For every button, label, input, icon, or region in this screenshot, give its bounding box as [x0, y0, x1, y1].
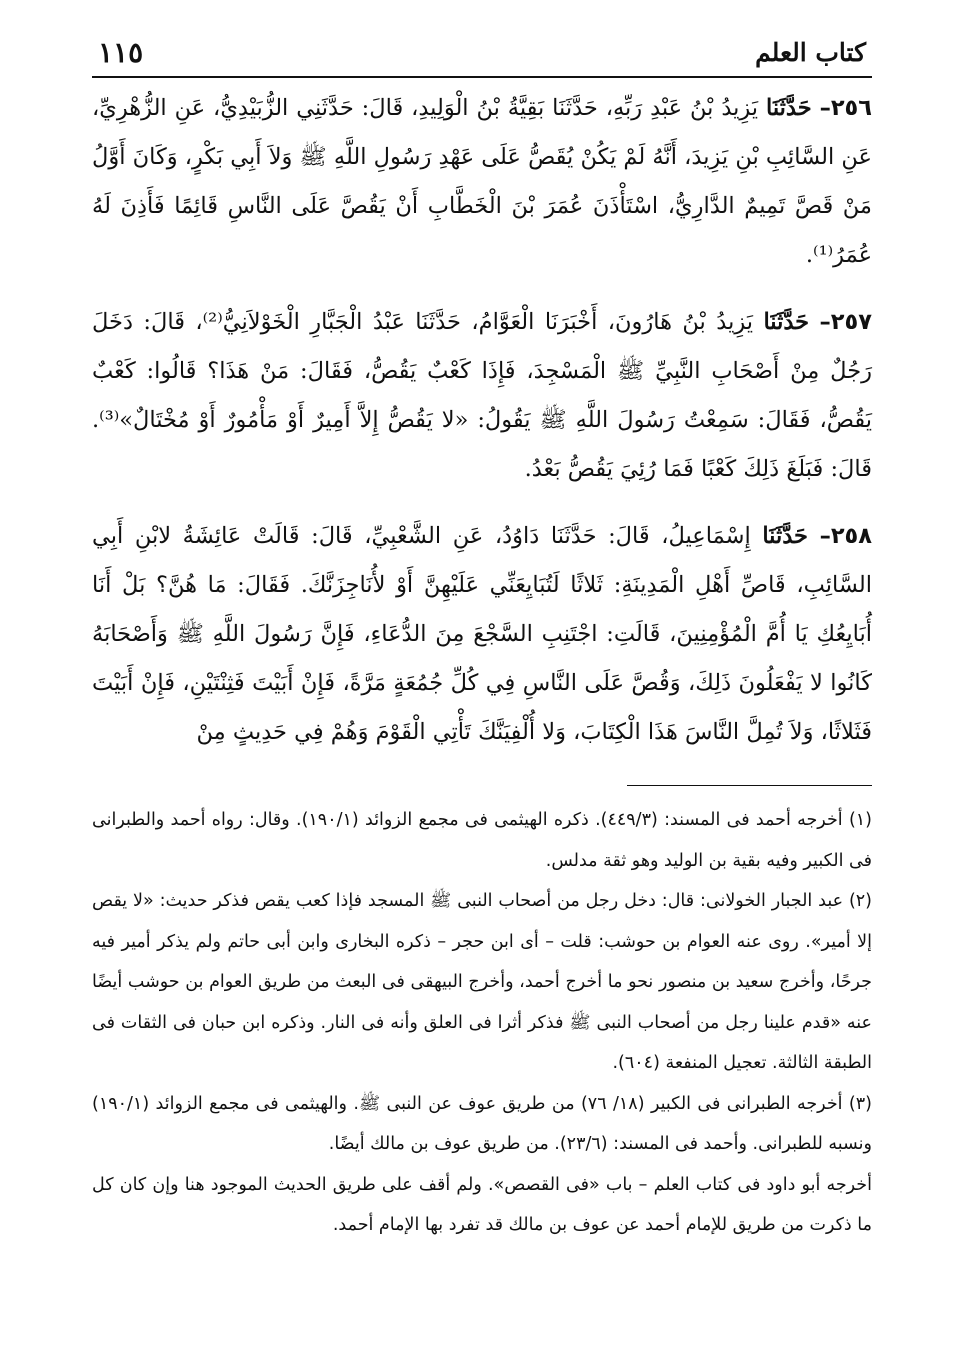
- footnote-separator: [627, 785, 872, 786]
- hadith-258: [92, 512, 872, 757]
- footnote-marker: (٣): [848, 1093, 872, 1114]
- page-number: ١١٥: [98, 36, 144, 69]
- footnote-text: أخرجه الطبرانى فى الكبير (١٨/ ٧٦) من طريق عوف عن النبى ﷺ. والهيثمى فى مجمع الزوائد (١٩٠/١) ونسبه للطبرانى. وأحمد فى المسند: (٢٣/٦). من طريق عوف بن مالك أيضًا.: [92, 1093, 872, 1154]
- footnotes: [92, 800, 872, 1246]
- hadith-text: يَزِيدُ بْنُ عَبْدِ رَبِّهِ، حَدَّثَنَا بَقِيَّةُ بْنُ الْوَلِيدِ، قَالَ: حَدَّثَنِي الزُّبَيْدِيُّ، عَنِ الزُّهْرِيِّ، عَنِ السَّائِبِ بْنِ يَزِيدَ، أَنَّهُ لَمْ يَكُنْ يُقَصُّ عَلَى عَهْدِ رَسُولِ اللَّهِ ﷺ وَلاَ أَبِي بَكْرٍ، وَكَانَ أَوَّلُ مَنْ قَصَّ تَمِيمٌ الدَّارِيُّ، اسْتَأْذَنَ عُمَرَ بْنَ الْخَطَّابِ أَنْ يَقُصَّ عَلَى النَّاسِ قَائِمًا فَأَذِنَ لَهُ عُمَرُ⁽¹⁾.: [92, 95, 872, 268]
- book-page: [92, 32, 872, 1332]
- footnote-text: أخرجه أحمد فى المسند: (٤٤٩/٣). ذكره الهيثمى فى مجمع الزوائد (١٩٠/١). وقال: رواه أحمد والطبرانى فى الكبير وفيه بقية بن الوليد وهو ثقة مدلس.: [92, 810, 872, 871]
- hadith-257: [92, 298, 872, 494]
- hadith-number: ٢٥٨–: [819, 523, 873, 549]
- hadith-opening: حَدَّثَنَا: [763, 309, 810, 335]
- footnote-continuation: أخرجه أبو داود فى كتاب العلم – باب «فى القصص». ولم أقف على طريق الحديث الموجود هنا وإن كان كل ما ذكرت من طريق للإمام أحمد عن عوف بن مالك قد تفرد بها الإمام أحمد.: [92, 1174, 872, 1235]
- footnote-marker: (١): [848, 810, 872, 830]
- main-text: [92, 84, 872, 757]
- running-header: [92, 32, 872, 78]
- hadith-number: ٢٥٧–: [819, 309, 872, 335]
- hadith-opening: حَدَّثَنَا: [766, 95, 812, 121]
- hadith-256: [92, 84, 872, 280]
- footnote-text: عبد الجبار الخولانى: قال: دخل رجل من أصحاب النبى ﷺ المسجد فإذا كعب يقص فذكر حديث: «لا يقص إلا أمير». روى عنه العوام بن حوشب: قلت – أى ابن حجر – ذكره البخارى وابن أبى حاتم ولم يذكر أمير فيه جرحًا، وأخرج سعيد بن منصور نحو ما أخرج أحمد، وأخرج البيهقى فى البعث من طريق العوام بن حوشب أيضًا عنه «قدم علينا رجل من أصحاب النبى ﷺ فذكر أثرا فى العلق وأنه فى النار. وذكره ابن حبان فى الثقات فى الطبقة الثالثة. تعجيل المنفعة (٦٠٤).: [92, 891, 872, 1073]
- hadith-text: إِسْمَاعِيلُ، قَالَ: حَدَّثَنَا دَاوُدُ، عَنِ الشَّعْبِيِّ، قَالَ: قَالَتْ عَائِشَةُ لابْنِ أَبِي السَّائِبِ، قَاصِّ أَهْلِ الْمَدِينَةِ: ثَلاثًا لَتُبَايِعَنِّي عَلَيْهِنَّ أَوْ لأُنَاجِزَنَّكَ. فَقَالَ: مَا هُنَّ؟ بَلْ أَنَا أُبَايِعُكِ يَا أُمَّ الْمُؤْمِنِينَ، قَالَتِ: اجْتَنِبِ السَّجْعَ مِنَ الدُّعَاءِ، فَإِنَّ رَسُولَ اللَّهِ ﷺ وَأَصْحَابَهُ كَانُوا لا يَفْعَلُونَ ذَلِكَ، وَقُصَّ عَلَى النَّاسِ فِي كُلِّ جُمُعَةٍ مَرَّةً، فَإِنْ أَبَيْتَ فَثِنْتَيْنِ، فَإِنْ أَبَيْتَ فَثَلاثًا، وَلاَ تُمِلَّ النَّاسَ هَذَا الْكِتَابَ، وَلا أُلْفِيَنَّكَ تَأْتِي الْقَوْمَ وَهُمْ فِي حَدِيثٍ مِنْ: [92, 523, 872, 745]
- hadith-text: يَزِيدُ بْنُ هَارُونَ، أَخْبَرَنَا الْعَوَّامُ، حَدَّثَنَا عَبْدُ الْجَبَّارِ الْخَوْلاَنِيُّ⁽²⁾، قَالَ: دَخَلَ رَجُلٌ مِنْ أَصْحَابِ النَّبِيِّ ﷺ الْمَسْجِدَ، فَإِذَا كَعْبٌ يَقُصُّ، فَقَالَ: مَنْ هَذَا؟ قَالُوا: كَعْبٌ يَقُصُّ، فَقَالَ: سَمِعْتُ رَسُولَ اللَّهِ ﷺ يَقُولُ: «لا يَقُصُّ إِلاَّ أَمِيرٌ أَوْ مَأْمُورٌ أَوْ مُخْتَالٌ»⁽³⁾. قَالَ: فَبَلَغَ ذَلِكَ كَعْبًا فَمَا رُئِيَ يَقُصُّ بَعْدُ.: [92, 309, 872, 482]
- footnote-2: [92, 881, 872, 1084]
- book-title: كتاب العلم: [755, 38, 866, 67]
- footnote-3: [92, 1084, 872, 1165]
- hadith-opening: حَدَّثَنَا: [762, 523, 808, 549]
- footnote-1: [92, 800, 872, 881]
- hadith-number: ٢٥٦–: [819, 95, 873, 121]
- footnote-marker: (٢): [848, 891, 872, 911]
